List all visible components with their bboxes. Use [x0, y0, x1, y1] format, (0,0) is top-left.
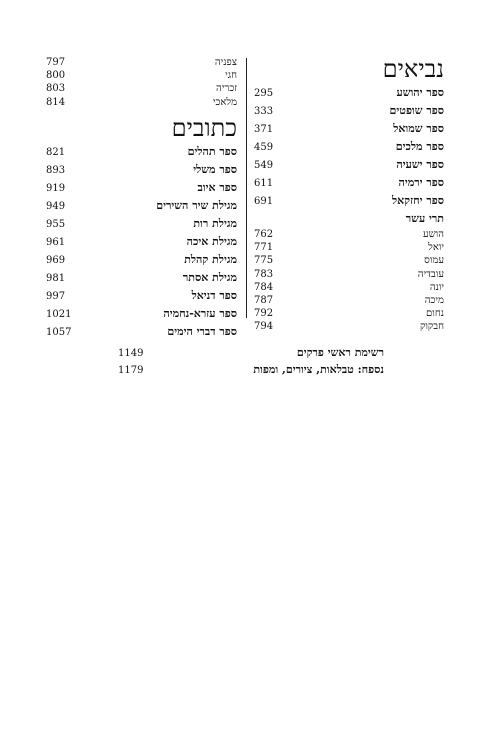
book-title: חגי [225, 70, 237, 82]
toc-subentry[interactable] [46, 69, 237, 82]
book-title: יונה [429, 281, 444, 293]
page-number: 784 [254, 281, 274, 293]
book-title: עמוס [424, 255, 444, 267]
book-title: ספר דניאל [191, 288, 237, 302]
ketuvim-heading: כתובים [171, 113, 237, 142]
toc-entry[interactable] [118, 361, 384, 378]
toc-entry[interactable] [46, 269, 237, 287]
toc-subentry[interactable] [254, 320, 444, 333]
appendix-title: נספח: טבלאות, ציורים, ומפות [253, 363, 384, 376]
toc-subentry[interactable] [254, 241, 444, 254]
toc-subentry[interactable] [46, 96, 237, 109]
toc-entry[interactable] [46, 287, 237, 305]
toc-entry[interactable] [46, 215, 237, 233]
book-title: ספר ישעיה [396, 158, 444, 171]
page-number: 981 [46, 272, 66, 284]
book-title: חבקוק [420, 321, 444, 333]
ketuvim-column [46, 56, 237, 341]
book-title: מגילת רות [193, 216, 237, 230]
toc-entry[interactable] [46, 179, 237, 197]
page-number: 797 [46, 57, 66, 68]
page-number: 1179 [118, 365, 144, 376]
book-title: מגילת שיר השירים [156, 198, 237, 212]
toc-subentry[interactable] [46, 82, 237, 95]
page-number: 949 [46, 200, 66, 212]
page-number: 961 [46, 236, 66, 248]
toc-entry[interactable] [46, 251, 237, 269]
book-title: יואל [428, 242, 444, 254]
book-title: ספר מלכים [395, 140, 444, 153]
toc-entry[interactable] [46, 197, 237, 215]
page-number: 792 [254, 308, 274, 320]
toc-subentry[interactable] [254, 268, 444, 281]
toc-entry[interactable] [118, 344, 384, 361]
toc-entry[interactable] [46, 143, 237, 161]
toc-subentry[interactable] [254, 294, 444, 307]
book-title: עובדיה [417, 268, 444, 280]
page-number: 691 [254, 196, 274, 207]
book-title: מגילת אסתר [182, 270, 237, 284]
toc-section-header[interactable] [254, 210, 444, 228]
toc-entry[interactable] [254, 192, 444, 210]
page-number: 969 [46, 254, 66, 266]
page-number: 787 [254, 294, 274, 306]
book-title: ספר שופטים [389, 104, 444, 117]
book-title: נחום [426, 308, 444, 320]
toc-entry[interactable] [46, 161, 237, 179]
page-number: 1021 [46, 308, 72, 320]
page-number: 800 [46, 70, 66, 82]
book-title: הושע [422, 229, 444, 240]
toc-entry[interactable] [46, 323, 237, 341]
book-title: זכריה [216, 83, 237, 95]
toc-entry[interactable] [46, 305, 237, 323]
page-number: 783 [254, 268, 274, 280]
book-title: ספר דברי הימים [167, 324, 237, 338]
neviim-heading: נביאים [382, 55, 444, 83]
page-number: 459 [254, 142, 274, 153]
column-divider [246, 58, 247, 318]
toc-entry[interactable] [254, 174, 444, 192]
toc-entry[interactable] [46, 233, 237, 251]
toc-entry[interactable] [254, 102, 444, 120]
toc-entry[interactable] [254, 84, 444, 102]
page-number: 955 [46, 218, 66, 230]
page-number: 295 [254, 88, 274, 99]
page-number: 1149 [118, 348, 144, 359]
book-title: מגילת איכה [186, 234, 237, 248]
book-title: ספר עזרא-נחמיה [163, 306, 237, 320]
book-title: ספר איוב [197, 180, 237, 194]
page-number: 814 [46, 96, 66, 108]
appendix-section [118, 344, 384, 378]
book-title: מגילת קהלת [184, 252, 237, 266]
page-number: 997 [46, 290, 66, 302]
page-number: 549 [254, 160, 274, 171]
book-title: ספר משלי [193, 162, 237, 176]
page-number: 333 [254, 106, 274, 117]
toc-subentry[interactable] [254, 254, 444, 267]
appendix-title: רשימת ראשי פרקים [296, 346, 384, 359]
page-number: 771 [254, 242, 274, 254]
toc-subentry[interactable] [254, 281, 444, 294]
book-title: ספר יחזקאל [391, 194, 444, 207]
page-number: 803 [46, 83, 66, 95]
book-title: מלאכי [212, 96, 237, 108]
trei-asar-title: תרי עשר [405, 212, 444, 225]
book-title: ספר ירמיה [398, 176, 444, 189]
page-number: 893 [46, 164, 66, 176]
book-title: ספר שמואל [393, 122, 444, 135]
page-number: 611 [254, 178, 274, 189]
page-number: 1057 [46, 326, 72, 338]
book-title: ספר יהושע [396, 86, 444, 99]
toc-entry[interactable] [254, 138, 444, 156]
toc-entry[interactable] [254, 120, 444, 138]
page-number: 794 [254, 321, 274, 333]
toc-subentry[interactable] [254, 228, 444, 241]
toc-subentry[interactable] [254, 307, 444, 320]
toc-subentry[interactable] [46, 56, 237, 69]
book-title: מיכה [424, 294, 444, 306]
book-title: צפניה [214, 57, 237, 68]
neviim-column [254, 56, 444, 334]
page-number: 821 [46, 146, 66, 158]
page-number: 762 [254, 229, 274, 240]
toc-entry[interactable] [254, 156, 444, 174]
page-number: 371 [254, 124, 274, 135]
page-number: 919 [46, 182, 66, 194]
book-title: ספר תהלים [187, 144, 237, 158]
page-number: 775 [254, 255, 274, 267]
